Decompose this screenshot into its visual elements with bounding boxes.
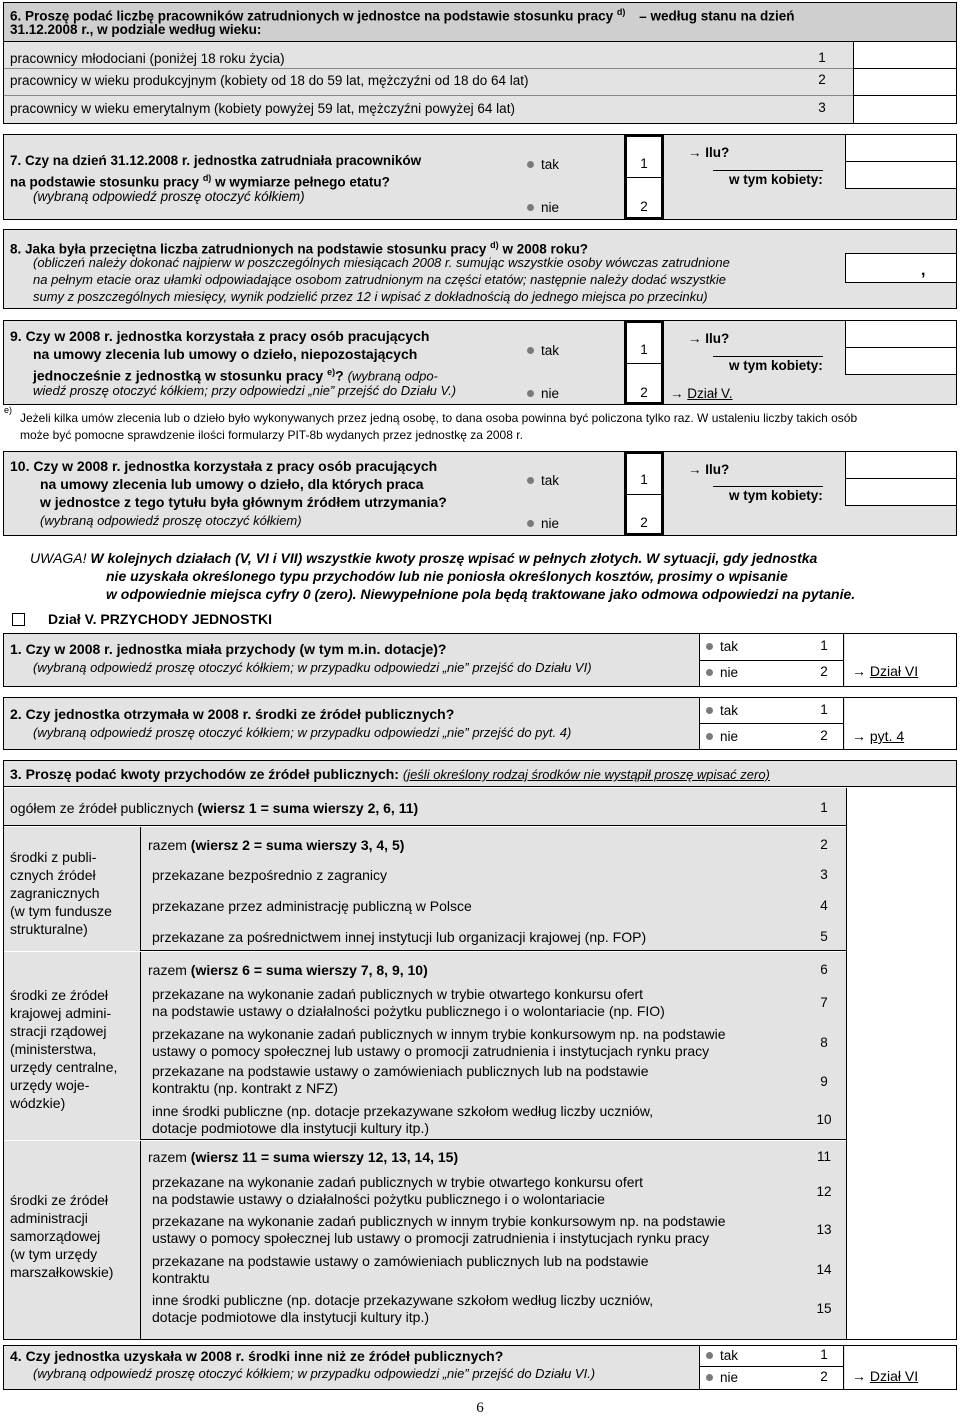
q9-line2: na umowy zlecenia lub umowy o dzieło, niepozostających: [33, 346, 418, 362]
q8-line1: 8. Jaka była przeciętna liczba zatrudnionych na podstawie stosunku pracy $^{d)}$ w 2008 roku?: [10, 240, 588, 257]
q10-nie-num: 2: [640, 515, 648, 530]
q7-nie-num: 2: [640, 199, 648, 214]
p3-row15-label: inne środki publiczne (np. dotacje przekazywane szkołom według liczby uczniów, dotacje podmiotowe dla instytucji kultury itp.): [152, 1292, 654, 1325]
q9-kobiety-input[interactable]: [845, 347, 957, 375]
p3-row13-label: przekazane na wykonanie zadań publicznych w innym trybie konkursowym np. na podstawie ustawy o pomocy społecznej lub ustawy o promocji zatrudnienia i instytucjach rynku pracy: [152, 1213, 726, 1246]
p2-goto[interactable]: → pyt. 4: [852, 728, 905, 744]
q7-tak-num: 1: [640, 156, 648, 171]
q9-line3: jednocześnie z jednostką w stosunku pracy $^{e)}$? (wybraną odpo-: [33, 367, 438, 384]
q9-kobiety: w tym kobiety:: [713, 356, 823, 374]
footnote-mark: e): [4, 405, 13, 415]
p1-goto[interactable]: → Dział VI: [852, 663, 919, 679]
uwaga-line2: nie uzyskała określonego typu przychodów lub nie poniosła określonych kosztów, prosimy o wpisanie: [106, 568, 788, 584]
p3-row12-label: przekazane na wykonanie zadań publicznych w trybie otwartego konkursu ofert na podstawie ustawy o działalności pożytku publicznego i o wolontariacie: [152, 1174, 644, 1207]
q10-kobiety: w tym kobiety:: [713, 486, 823, 504]
p3-row2-label: razem (wiersz 2 = suma wierszy 3, 4, 5): [148, 837, 405, 853]
q10-ilu-input[interactable]: [845, 451, 957, 479]
q7-line2: na podstawie stosunku pracy $^{d)}$ w wymiarze pełnego etatu?: [10, 173, 390, 190]
p3-row6-label: razem (wiersz 6 = suma wierszy 7, 8, 9, 10): [148, 962, 428, 978]
q6-title: 6. Proszę podać liczbę pracowników zatrudnionych w jednostce na podstawie stosunku pracy $^{d)}$ – według stanu na dzień: [10, 7, 795, 24]
dzial5-title: Dział V. PRZYCHODY JEDNOSTKI: [48, 611, 273, 627]
q7-ilu: → Ilu?: [688, 145, 730, 160]
q7-kobiety: w tym kobiety:: [713, 170, 823, 188]
p3-group1-label: środki z publi- cznych źródeł zagranicznych (w tym fundusze strukturalne): [10, 849, 112, 937]
p3-group3-label: środki ze źródeł administracji samorządowej (w tym urzędy marszałkowskie): [10, 1192, 114, 1280]
q8-note2: na pełnym etacie oraz ułamki odpowiadające osobom zatrudnionym na części etatów; następnie należy dodać wszystkie: [33, 272, 726, 287]
p1-line1: 1. Czy w 2008 r. jednostka miała przychody (w tym m.in. dotacje)?: [10, 641, 447, 657]
q9-instruction: wiedź proszę otoczyć kółkiem; przy odpowiedzi „nie” przejść do Działu V.): [33, 383, 457, 398]
p3-row14-num: 14: [816, 1262, 832, 1277]
p3-row12-num: 12: [816, 1184, 832, 1199]
p3-row10-label: inne środki publiczne (np. dotacje przekazywane szkołom według liczby uczniów, dotacje podmiotowe dla instytucji kultury itp.): [152, 1103, 654, 1136]
q10-ilu: → Ilu?: [688, 462, 730, 477]
q6-row-num: 2: [818, 72, 826, 87]
q6-row-num: 3: [818, 100, 826, 115]
q10-nie-option[interactable]: nie: [527, 515, 559, 532]
q10-line1: 10. Czy w 2008 r. jednostka korzystała z pracy osób pracujących: [10, 458, 438, 474]
q6-answer-3[interactable]: [853, 95, 957, 124]
p3-row5-num: 5: [820, 929, 828, 944]
p1-nie-option[interactable]: nie: [706, 664, 738, 681]
dzial5-checkbox-icon: [12, 613, 25, 626]
p3-answer-cells[interactable]: [848, 788, 956, 1339]
p2-line1: 2. Czy jednostka otrzymała w 2008 r. środki ze źródeł publicznych?: [10, 706, 455, 722]
p3-row13-num: 13: [816, 1222, 832, 1237]
q10-line2: na umowy zlecenia lub umowy o dzieło, dla których praca: [40, 476, 424, 492]
q10-instruction: (wybraną odpowiedź proszę otoczyć kółkiem): [40, 513, 302, 528]
p2-tak-option[interactable]: tak: [706, 702, 738, 719]
p3-row8-label: przekazane na wykonanie zadań publicznych w innym trybie konkursowym np. na podstawie ustawy o pomocy społecznej lub ustawy o promocji zatrudnienia i instytucjach rynku pracy: [152, 1026, 726, 1059]
q7-ilu-input[interactable]: [845, 134, 957, 162]
p1-nie-num: 2: [820, 664, 828, 679]
footnote-line1: Jeżeli kilka umów zlecenia lub o dzieło było wykonywanych przez jedną osobę, to dana osoba powinna być policzona tylko raz. W ustaleniu liczby takich osób: [20, 411, 858, 425]
p4-goto[interactable]: → Dział VI: [852, 1368, 919, 1384]
q7-line1: 7. Czy na dzień 31.12.2008 r. jednostka zatrudniała pracowników: [10, 153, 422, 168]
q6-row-num: 1: [818, 50, 826, 65]
q7-nie-option[interactable]: nie: [527, 199, 559, 216]
q9-ilu-input[interactable]: [845, 320, 957, 348]
p3-title: 3. Proszę podać kwoty przychodów ze źródeł publicznych: (jeśli określony rodzaj środków nie wystąpił proszę wpisać zero): [10, 766, 770, 782]
q9-goto-dzial5[interactable]: → Dział V.: [670, 386, 733, 401]
q9-nie-num: 2: [640, 385, 648, 400]
q6-answer-2[interactable]: [853, 68, 957, 96]
q7-kobiety-input[interactable]: [845, 161, 957, 189]
p3-row1-label: ogółem ze źródeł publicznych (wiersz 1 = suma wierszy 2, 6, 11): [10, 800, 419, 816]
uwaga-line1: UWAGA! W kolejnych działach (V, VI i VII) wszystkie kwoty proszę wpisać w pełnych złotych. W sytuacji, gdy jednostka: [30, 550, 818, 566]
p3-row9-label: przekazane na podstawie ustawy o zamówieniach publicznych lub na podstawie kontraktu (np. kontrakt z NFZ): [152, 1063, 649, 1096]
p3-row7-num: 7: [820, 995, 828, 1010]
p3-row6-num: 6: [820, 962, 828, 977]
q9-ilu: → Ilu?: [688, 331, 730, 346]
q6-row-label: pracownicy w wieku produkcyjnym (kobiety od 18 do 59 lat, mężczyźni od 18 do 64 lat): [10, 73, 529, 88]
p1-instruction: (wybraną odpowiedź proszę otoczyć kółkiem; w przypadku odpowiedzi „nie” przejść do Działu VI): [33, 660, 592, 675]
q6-answer-1[interactable]: [853, 41, 957, 69]
uwaga-line3: w odpowiednie miejsca cyfry 0 (zero). Niewypełnione pola będą traktowane jako odmowa odpowiedzi na pytanie.: [106, 586, 856, 602]
p4-line1: 4. Czy jednostka uzyskała w 2008 r. środki inne niż ze źródeł publicznych?: [10, 1348, 504, 1364]
q6-row-label: pracownicy w wieku emerytalnym (kobiety powyżej 59 lat, mężczyźni powyżej 64 lat): [10, 101, 515, 116]
p4-nie-num: 2: [820, 1369, 828, 1384]
p3-group2-label: środki ze źródeł krajowej admini- stracji rządowej (ministerstwa, urzędy centralne, urzędy woje- wódzkie): [10, 987, 118, 1111]
q8-comma: ,: [921, 262, 926, 279]
page-number: 6: [476, 1400, 484, 1416]
p3-row1-num: 1: [820, 800, 828, 815]
p4-tak-num: 1: [820, 1347, 828, 1362]
q10-line3: w jednostce z tego tytułu była głównym źródłem utrzymania?: [40, 494, 447, 510]
p3-row3-num: 3: [820, 867, 828, 882]
q9-line1: 9. Czy w 2008 r. jednostka korzystała z pracy osób pracujących: [10, 328, 430, 344]
p2-nie-option[interactable]: nie: [706, 728, 738, 745]
q9-tak-num: 1: [640, 342, 648, 357]
q10-kobiety-input[interactable]: [845, 478, 957, 506]
q7-tak-option[interactable]: tak: [527, 156, 559, 173]
p2-tak-num: 1: [820, 702, 828, 717]
p3-row5-label: przekazane za pośrednictwem innej instytucji lub organizacji krajowej (np. FOP): [152, 929, 647, 945]
q10-tak-num: 1: [640, 472, 648, 487]
p3-row11-label: razem (wiersz 11 = suma wierszy 12, 13, 14, 15): [148, 1149, 459, 1165]
q6-row-label: pracownicy młodociani (poniżej 18 roku życia): [10, 51, 285, 66]
footnote-line2: może być pomocne sprawdzenie ilości formularzy PIT-8b wydanych przez jednostkę za 2008 r.: [20, 428, 523, 442]
p1-tak-option[interactable]: tak: [706, 638, 738, 655]
q9-tak-option[interactable]: tak: [527, 342, 559, 359]
p4-instruction: (wybraną odpowiedź proszę otoczyć kółkiem; w przypadku odpowiedzi „nie” przejść do Działu VI.): [33, 1366, 596, 1381]
p3-row10-num: 10: [816, 1112, 832, 1127]
p4-tak-option[interactable]: tak: [706, 1347, 738, 1364]
q8-answer-input[interactable]: [845, 253, 957, 283]
p3-row7-label: przekazane na wykonanie zadań publicznych w trybie otwartego konkursu ofert na podstawie ustawy o działalności pożytku publicznego i o wolontariacie (np. FIO): [152, 986, 665, 1019]
q8-note3: sumy z poszczególnych miesięcy, wynik podzielić przez 12 i wpisać z dokładnością do jednego miejsca po przecinku): [33, 289, 708, 304]
p3-row3-label: przekazane bezpośrednio z zagranicy: [152, 867, 388, 883]
p3-row4-label: przekazane przez administrację publiczną w Polsce: [152, 898, 472, 914]
p3-row14-label: przekazane na podstawie ustawy o zamówieniach publicznych lub na podstawie kontraktu: [152, 1253, 649, 1286]
q6-title-line2: 31.12.2008 r., w podziale według wieku:: [10, 22, 262, 37]
p2-nie-num: 2: [820, 728, 828, 743]
p4-nie-option[interactable]: nie: [706, 1369, 738, 1386]
p3-row9-num: 9: [820, 1074, 828, 1089]
p3-row4-num: 4: [820, 898, 828, 913]
q8-note1: (obliczeń należy dokonać najpierw w poszczególnych miesiącach 2008 r. sumując wszystkie osoby wówczas zatrudnione: [33, 255, 730, 270]
q9-nie-option[interactable]: nie: [527, 385, 559, 402]
p2-instruction: (wybraną odpowiedź proszę otoczyć kółkiem; w przypadku odpowiedzi „nie” przejść do pyt. 4): [33, 725, 572, 740]
p3-row11-num: 11: [816, 1149, 831, 1164]
p3-row8-num: 8: [820, 1035, 828, 1050]
q10-tak-option[interactable]: tak: [527, 472, 559, 489]
p1-tak-num: 1: [820, 638, 828, 653]
q7-instruction: (wybraną odpowiedź proszę otoczyć kółkiem): [33, 189, 305, 204]
p3-row15-num: 15: [816, 1301, 832, 1316]
p3-row2-num: 2: [820, 837, 828, 852]
